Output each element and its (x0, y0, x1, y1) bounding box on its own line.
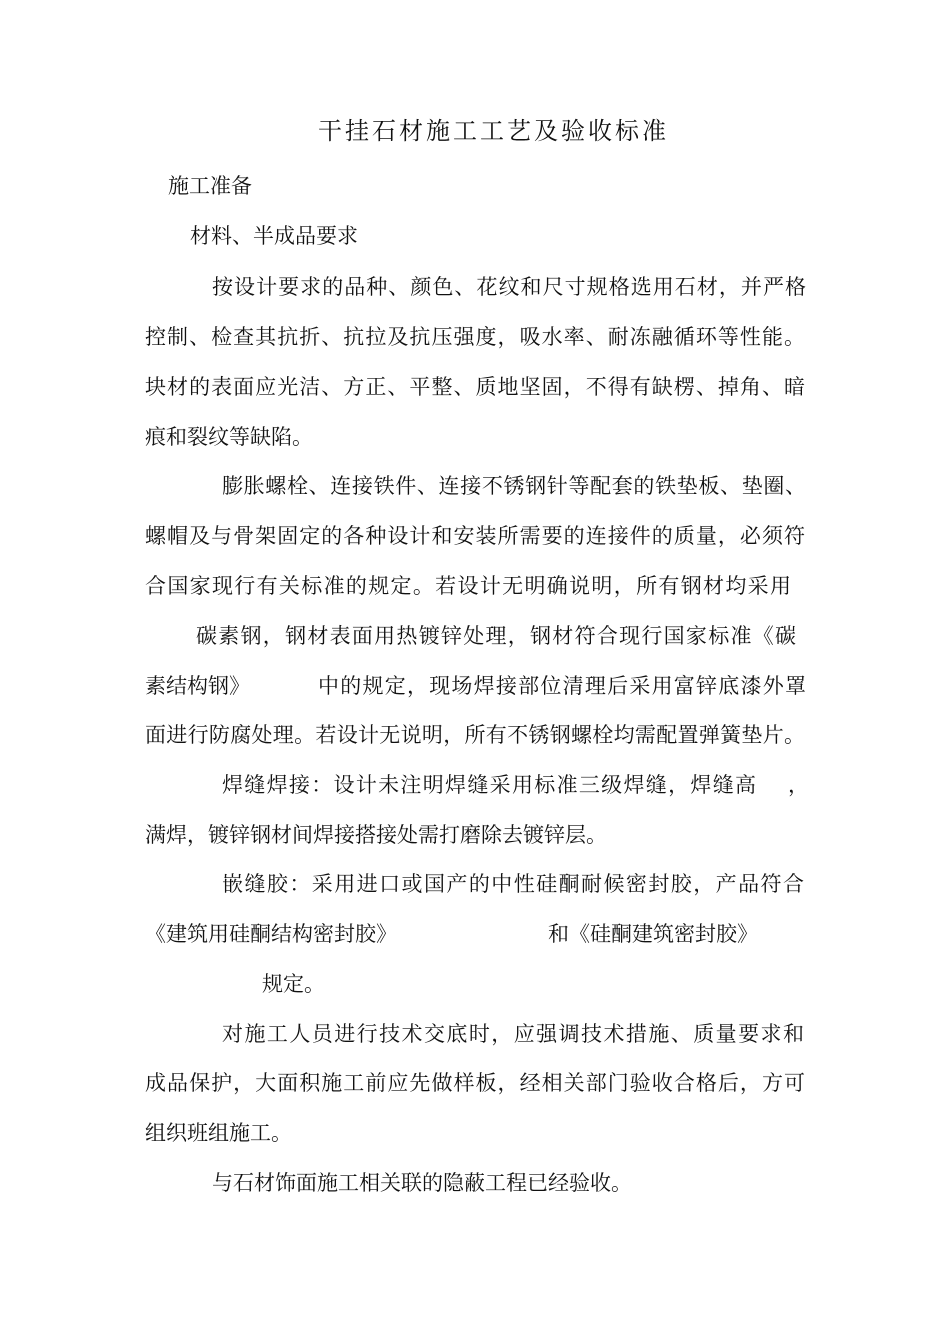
paragraph-line: 中的规定，现场焊接部位清理后采用富锌底漆外罩 (318, 674, 806, 698)
paragraph-line: 螺帽及与骨架固定的各种设计和安装所需要的连接件的质量，必须符 (145, 524, 805, 548)
paragraph-line: ， (788, 773, 809, 797)
paragraph-line: 膨胀螺栓、连接铁件、连接不锈钢针等配套的铁垫板、垫圈、 (222, 474, 806, 498)
paragraph-line: 碳素钢，钢材表面用热镀锌处理，钢材符合现行国家标准《碳 (196, 624, 796, 648)
paragraph-line: 合国家现行有关标准的规定。若设计无明确说明，所有钢材均采用 (145, 574, 791, 598)
paragraph-line: 规定。 (262, 972, 325, 996)
paragraph-line: 组织班组施工。 (145, 1121, 292, 1145)
paragraph-line: 与石材饰面施工相关联的隐蔽工程已经验收。 (212, 1171, 632, 1195)
section-heading: 施工准备 (168, 174, 252, 198)
paragraph-line: 和《硅酮建筑密封胶》 (548, 922, 758, 946)
paragraph-line: 控制、检查其抗折、抗拉及抗压强度，吸水率、耐冻融循环等性能。 (145, 325, 805, 349)
paragraph-line: 对施工人员进行技术交底时，应强调技术措施、质量要求和 (222, 1022, 804, 1046)
subsection-heading: 材料、半成品要求 (190, 224, 358, 248)
paragraph-line: 按设计要求的品种、颜色、花纹和尺寸规格选用石材，并严格 (212, 275, 806, 299)
paragraph-line: 满焊，镀锌钢材间焊接搭接处需打磨除去镀锌层。 (145, 823, 607, 847)
paragraph-line: 块材的表面应光洁、方正、平整、质地坚固，不得有缺楞、掉角、暗 (145, 375, 805, 399)
paragraph-line: 嵌缝胶：采用进口或国产的中性硅酮耐候密封胶，产品符合 (222, 872, 804, 896)
paragraph-line: 素结构钢》 (145, 674, 250, 698)
paragraph-line: 成品保护，大面积施工前应先做样板，经相关部门验收合格后，方可 (145, 1071, 805, 1095)
paragraph-line: 面进行防腐处理。若设计无说明，所有不锈钢螺栓均需配置弹簧垫片。 (145, 723, 805, 747)
paragraph-line: 焊缝焊接：设计未注明焊缝采用标准三级焊缝，焊缝高 (222, 773, 756, 797)
paragraph-line: 痕和裂纹等缺陷。 (145, 425, 313, 449)
document-title: 干挂石材施工工艺及验收标准 (318, 117, 669, 145)
paragraph-line: 《建筑用硅酮结构密封胶》 (145, 922, 397, 946)
